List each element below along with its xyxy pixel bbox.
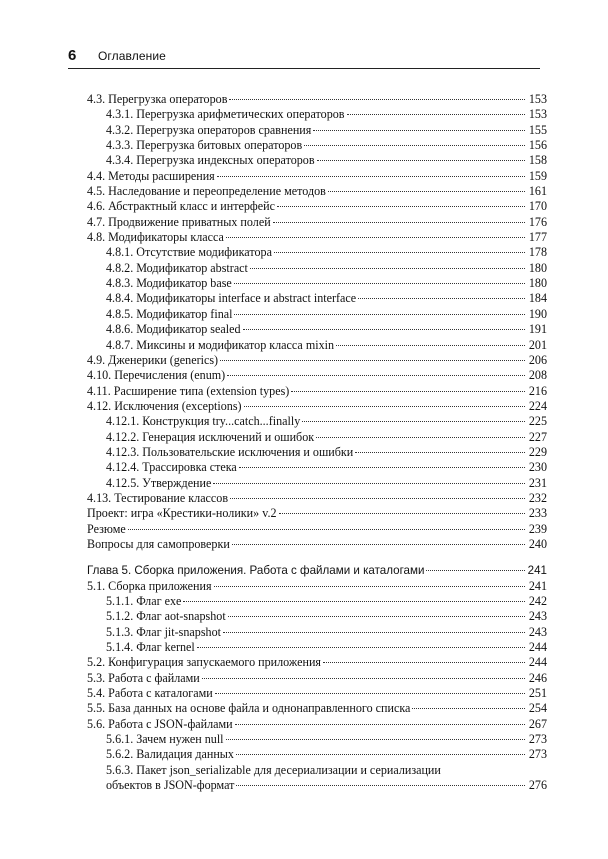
dot-leader (236, 785, 525, 786)
toc-page-number: 244 (528, 655, 547, 670)
toc-entry-label: 4.8.7. Миксины и модификатор класса mixin (106, 337, 335, 352)
toc-entry[interactable] (87, 368, 547, 383)
toc-entry-label: 5.6.2. Валидация данных (106, 747, 234, 762)
toc-entry[interactable] (87, 153, 547, 168)
toc-entry-label: 5.1.4. Флаг kernel (106, 640, 195, 655)
dot-leader (217, 176, 525, 177)
toc-entry[interactable] (87, 732, 547, 747)
toc-entry-label: 5.6.1. Зачем нужен null (106, 732, 224, 747)
toc-entry[interactable] (87, 747, 547, 762)
dot-leader (426, 570, 525, 571)
toc-entry[interactable] (87, 445, 547, 460)
toc-page-number: 239 (528, 521, 547, 536)
toc-page-number: 273 (528, 747, 547, 762)
toc-page-number: 225 (528, 414, 547, 429)
toc-entry[interactable] (87, 245, 547, 260)
dot-leader (128, 529, 525, 530)
toc-entry[interactable] (87, 414, 547, 429)
toc-entry-label: Вопросы для самопроверки (87, 536, 230, 551)
toc-page-number: 273 (528, 732, 547, 747)
toc-page-number: 224 (528, 398, 547, 413)
toc-page-number: 240 (528, 536, 547, 551)
toc-page-number: 180 (528, 276, 547, 291)
toc-entry-label: 5.1. Сборка приложения (87, 578, 212, 593)
toc-page-number: 159 (528, 168, 547, 183)
toc-entry[interactable] (87, 701, 547, 716)
toc-page-number: 176 (528, 214, 547, 229)
toc-entry-label: 5.2. Конфигурация запускаемого приложения (87, 655, 321, 670)
dot-leader (328, 191, 525, 192)
toc-entry[interactable] (87, 123, 547, 138)
toc-entry[interactable] (87, 522, 547, 537)
dot-leader (279, 513, 525, 514)
toc-entry-label: 4.10. Перечисления (enum) (87, 368, 226, 383)
dot-leader (226, 237, 525, 238)
toc-entry[interactable] (87, 640, 547, 655)
dot-leader (202, 678, 525, 679)
toc-chapter[interactable] (87, 563, 547, 578)
toc-entry[interactable] (87, 261, 547, 276)
toc-entry[interactable] (87, 322, 547, 337)
toc-entry[interactable] (87, 594, 547, 609)
toc-entry-label: 5.1.3. Флаг jit-snapshot (106, 624, 222, 639)
toc-page-number: 254 (528, 701, 547, 716)
dot-leader (227, 375, 525, 376)
toc-entry[interactable] (87, 215, 547, 230)
toc-entry-label: 4.12.2. Генерация исключений и ошибок (106, 429, 315, 444)
toc-entry[interactable] (87, 430, 547, 445)
dot-leader (243, 329, 525, 330)
toc-entry[interactable] (87, 184, 547, 199)
toc-page-number: 243 (528, 609, 547, 624)
toc-entry-label: 4.3.3. Перегрузка битовых операторов (106, 138, 303, 153)
toc-page-number: 233 (528, 506, 547, 521)
dot-leader (304, 145, 525, 146)
dot-leader (313, 130, 525, 131)
dot-leader (183, 601, 525, 602)
toc-entry[interactable] (87, 338, 547, 353)
dot-leader (355, 452, 525, 453)
dot-leader (244, 406, 525, 407)
toc-entry-label: 5.1.1. Флаг exe (106, 594, 182, 608)
toc-entry-label: Проект: игра «Крестики-нолики» v.2 (87, 506, 277, 521)
toc-entry-label: 4.7. Продвижение приватных полей (87, 214, 271, 229)
toc-entry-label: Глава 5. Сборка приложения. Работа с файлами и каталогами (87, 564, 425, 578)
toc-page-number: 153 (528, 107, 547, 122)
dot-leader (316, 437, 525, 438)
toc-page-number: 241 (528, 578, 547, 593)
toc-page-number: 244 (528, 640, 547, 655)
toc-page-number: 251 (528, 686, 547, 701)
dot-leader (317, 160, 525, 161)
toc-entry[interactable] (87, 138, 547, 153)
toc-page-number: 246 (528, 670, 547, 685)
toc-entry[interactable] (87, 307, 547, 322)
toc-page-number: 158 (528, 153, 547, 168)
toc-page-number: 229 (528, 444, 547, 459)
toc-entry-label: 4.12.4. Трассировка стека (106, 460, 237, 475)
toc-page-number: 156 (528, 138, 547, 153)
toc-page-number: 231 (528, 475, 547, 490)
page-header (68, 46, 540, 69)
toc-entry[interactable] (87, 655, 547, 670)
toc-page-number: 190 (528, 306, 547, 321)
toc-entry-label: Резюме (87, 521, 126, 536)
toc-page-number: 206 (528, 352, 547, 367)
dot-leader (412, 708, 525, 709)
toc-page-number: 227 (528, 429, 547, 444)
toc-entry-label: 4.12.1. Конструкция try...catch...finally (106, 414, 301, 429)
toc-entry[interactable] (87, 92, 547, 107)
toc-page-number: 242 (528, 594, 547, 608)
toc-entry[interactable] (87, 169, 547, 184)
dot-leader (215, 693, 525, 694)
toc-entry-label: 4.6. Абстрактный класс и интерфейс (87, 199, 275, 214)
dot-leader (336, 345, 525, 346)
toc-entry[interactable] (87, 625, 547, 640)
toc-page-number: 177 (528, 230, 547, 245)
toc-entry-label: 5.3. Работа с файлами (87, 670, 200, 685)
toc-entry-label: объектов в JSON-формат (106, 778, 235, 793)
dot-leader (228, 616, 525, 617)
toc-entry[interactable] (87, 476, 547, 491)
dot-leader (274, 252, 525, 253)
dot-leader (234, 314, 525, 315)
dot-leader (197, 647, 525, 648)
dot-leader (230, 498, 525, 499)
toc-entry-label: 4.8. Модификаторы класса (87, 230, 224, 245)
toc-page-number: 276 (528, 778, 547, 793)
toc-page-number: 216 (528, 383, 547, 398)
toc-entry[interactable] (87, 717, 547, 732)
toc-entry[interactable] (87, 230, 547, 245)
toc-page-number: 170 (528, 199, 547, 214)
toc-entry-label: 4.8.6. Модификатор sealed (106, 322, 241, 337)
toc-entry[interactable] (87, 579, 547, 594)
toc-page-number: 241 (527, 564, 547, 578)
toc-entry-label: 4.8.5. Модификатор final (106, 306, 233, 321)
dot-leader (236, 754, 525, 755)
toc-page-number: 184 (528, 291, 547, 306)
dot-leader (250, 268, 525, 269)
toc-page-number: 232 (528, 490, 547, 505)
toc-entry-label: 5.5. База данных на основе файла и однонаправленного списка (87, 701, 411, 716)
toc-entry-label: 4.8.1. Отсутствие модификатора (106, 245, 272, 260)
toc-entry[interactable] (87, 763, 547, 794)
toc-page-number: 208 (528, 368, 547, 383)
toc-page-number: 243 (528, 624, 547, 639)
toc-page-number: 155 (528, 122, 547, 137)
dot-leader (277, 206, 525, 207)
dot-leader (229, 99, 525, 100)
toc-page-number: 230 (528, 460, 547, 475)
toc-entry[interactable] (87, 491, 547, 506)
toc-page-number: 180 (528, 260, 547, 275)
toc-entry-label: 4.5. Наследование и переопределение методов (87, 184, 326, 199)
toc-page-number: 267 (528, 716, 547, 731)
toc-page-number: 153 (528, 92, 547, 106)
toc-entry[interactable] (87, 399, 547, 414)
toc-entry-label: 5.1.2. Флаг aot-snapshot (106, 609, 226, 624)
dot-leader (323, 662, 525, 663)
dot-leader (302, 421, 525, 422)
dot-leader (213, 483, 525, 484)
toc-entry-label: 4.12. Исключения (exceptions) (87, 398, 242, 413)
toc-entry[interactable] (87, 384, 547, 399)
toc-entry[interactable] (87, 291, 547, 306)
toc-entry[interactable] (87, 609, 547, 624)
toc-entry-label: 5.4. Работа с каталогами (87, 686, 213, 701)
toc-entry-label: 5.6.3. Пакет json_serializable для десериализации и сериализации (106, 762, 441, 777)
toc-entry-label: 5.6. Работа с JSON-файлами (87, 716, 233, 731)
dot-leader (358, 298, 525, 299)
toc-page-number: 191 (528, 322, 547, 337)
page-number: 6 (68, 47, 77, 64)
toc-entry[interactable] (87, 537, 547, 552)
toc-entry-label: 4.8.3. Модификатор base (106, 276, 232, 291)
dot-leader (235, 724, 525, 725)
toc-entry-label: 4.12.5. Утверждение (106, 475, 212, 490)
toc-entry[interactable] (87, 353, 547, 368)
toc-entry-label: 4.8.2. Модификатор abstract (106, 260, 248, 275)
table-of-contents (87, 92, 547, 793)
toc-page-number: 178 (528, 245, 547, 260)
running-title: Оглавление (98, 49, 166, 63)
toc-entry-label: 4.8.4. Модификаторы interface и abstract interface (106, 291, 357, 306)
dot-leader (239, 467, 525, 468)
dot-leader (273, 222, 525, 223)
toc-entry-label: 4.4. Методы расширения (87, 168, 215, 183)
toc-entry[interactable] (87, 460, 547, 475)
toc-entry[interactable] (87, 276, 547, 291)
dot-leader (220, 360, 525, 361)
toc-entry-label: 4.3. Перегрузка операторов (87, 92, 228, 106)
toc-entry-label: 4.12.3. Пользовательские исключения и ошибки (106, 444, 354, 459)
dot-leader (234, 283, 525, 284)
dot-leader (232, 544, 525, 545)
toc-entry[interactable] (87, 506, 547, 521)
toc-entry-label: 4.3.2. Перегрузка операторов сравнения (106, 122, 312, 137)
dot-leader (347, 114, 525, 115)
toc-entry[interactable] (87, 199, 547, 214)
toc-entry[interactable] (87, 686, 547, 701)
toc-page-number: 161 (528, 184, 547, 199)
dot-leader (214, 586, 525, 587)
toc-entry-label: 4.3.4. Перегрузка индексных операторов (106, 153, 315, 168)
dot-leader (223, 632, 525, 633)
toc-page-number: 201 (528, 337, 547, 352)
toc-entry-label: 4.3.1. Перегрузка арифметических операторов (106, 107, 345, 122)
toc-entry[interactable] (87, 107, 547, 122)
toc-entry-label: 4.9. Дженерики (generics) (87, 352, 219, 367)
dot-leader (226, 739, 525, 740)
toc-entry-label: 4.11. Расширение типа (extension types) (87, 383, 290, 398)
toc-entry[interactable] (87, 671, 547, 686)
toc-entry-label: 4.13. Тестирование классов (87, 490, 229, 505)
dot-leader (291, 391, 525, 392)
